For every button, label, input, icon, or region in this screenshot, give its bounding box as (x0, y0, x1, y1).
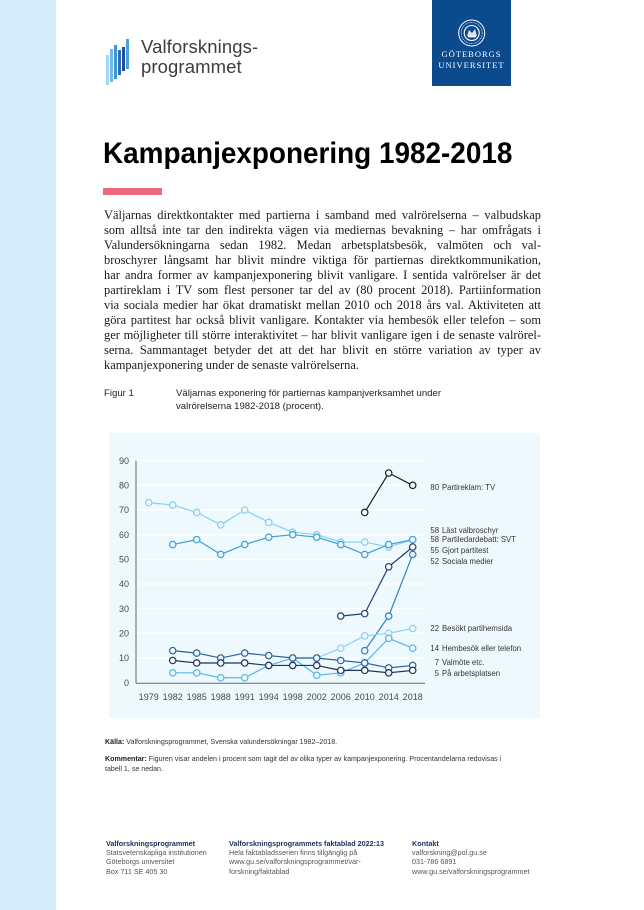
data-point-marker (314, 655, 320, 661)
logo-line-2: programmet (141, 56, 242, 77)
data-point-marker (290, 662, 296, 668)
body-line: serna. Sammantaget betyder det att det har blivit en större variation av typer av (104, 343, 541, 357)
figure-caption-line-1: Väljarnas exponering för partiernas kampanjverksamhet under (176, 388, 442, 399)
contact-website-link[interactable]: www.gu.se/valforskningsprogrammet (412, 866, 530, 876)
body-line: Väljarnas direktkontakter med partierna i samband med valrörelserna – valbudskap (104, 208, 541, 222)
series-label-valmöte-etc: Valmöte etc. (442, 657, 485, 668)
footer-link[interactable]: www.gu.se/valforskningsprogrammet/var- (229, 857, 361, 867)
y-tick-label: 0 (123, 677, 129, 688)
x-tick-label: 2014 (378, 692, 399, 702)
data-point-marker (194, 660, 200, 666)
series-label-hembesök-eller-telefon: Hembesök eller telefon (442, 643, 522, 654)
footer-column-contact (412, 839, 529, 876)
series-end-value: 7 (434, 657, 439, 668)
body-line: partireklam i TV som flest personer tar del av (80 procent 2018). Partiinformation (104, 283, 541, 297)
body-line: som alltså inte tar den indirekta vägen via mediernas bevakning – har omfrågats i (104, 223, 541, 237)
data-point-marker (386, 541, 392, 547)
data-point-marker (410, 536, 416, 542)
body-line: Valundersökningarna sedan 1982. Medan arbetsplatsbesök, valmöten och val- (104, 238, 541, 252)
body-line: via sociala medier har ökat dramatiskt mellan 2010 och 2018 års val. Aktiviteten att (104, 298, 541, 312)
y-tick-label: 70 (118, 505, 129, 516)
series-label-sociala-medier: Sociala medier (442, 556, 494, 567)
series-end-value: 58 (430, 525, 439, 536)
data-point-marker (314, 672, 320, 678)
comment-text-line-1: Figuren visar andelen i procent som tagit del av olika typer av kampanjexponering. Procentandelarna redovisas i (146, 755, 502, 763)
university-name-line-2: UNIVERSITET (438, 60, 505, 70)
y-tick-label: 80 (118, 480, 129, 491)
y-tick-label: 20 (118, 628, 129, 639)
source-text: Valforskningsprogrammet, Svenska valundersökningar 1982–2018. (124, 738, 338, 746)
x-tick-label: 2010 (354, 692, 375, 702)
line-chart-panel (109, 433, 540, 718)
data-point-marker (290, 655, 296, 661)
footer-heading: Kontakt (412, 839, 439, 848)
valforskningsprogrammet-logo (104, 36, 274, 88)
data-point-marker (146, 499, 152, 505)
body-line: ger möjligheter till större interaktivitet – har blivit vanligare igen i de senaste valrörel- (104, 328, 541, 342)
x-tick-label: 2018 (402, 692, 423, 702)
data-point-marker (194, 509, 200, 515)
source-note (105, 737, 545, 747)
data-point-marker (314, 662, 320, 668)
data-point-marker (338, 645, 344, 651)
figure-caption-line-2: valrörelserna 1982-2018 (procent). (176, 401, 324, 412)
data-point-marker (386, 470, 392, 476)
series-end-value: 52 (430, 556, 439, 567)
data-point-marker (362, 667, 368, 673)
footer-heading: Valforskningsprogrammets faktablad 2022:13 (229, 839, 384, 848)
data-point-marker (362, 509, 368, 515)
series-end-value: 58 (430, 534, 439, 545)
data-point-marker (410, 482, 416, 488)
university-name-line-1: GÖTEBORGS (441, 49, 502, 59)
data-point-marker (218, 675, 224, 681)
data-point-marker (242, 541, 248, 547)
series-label-partireklam-tv: Partireklam: TV (442, 482, 496, 493)
y-tick-label: 90 (118, 455, 129, 466)
footer-line: Göteborgs universitet (106, 857, 175, 867)
comment-label: Kommentar: (105, 755, 147, 763)
data-point-marker (386, 670, 392, 676)
data-point-marker (410, 645, 416, 651)
page-title: Kampanjexponering 1982-2018 (103, 137, 513, 170)
logo-line-1: Valforsknings- (141, 36, 259, 57)
y-tick-label: 40 (118, 579, 129, 590)
source-label: Källa: (105, 738, 125, 746)
data-point-marker (218, 522, 224, 528)
goteborgs-universitet-logo (432, 0, 511, 86)
series-end-value: 80 (430, 482, 439, 493)
body-paragraph (104, 208, 541, 373)
data-point-marker (386, 635, 392, 641)
y-tick-label: 10 (118, 653, 129, 664)
data-point-marker (242, 650, 248, 656)
data-point-marker (338, 541, 344, 547)
data-point-marker (170, 502, 176, 508)
data-point-marker (170, 657, 176, 663)
data-point-marker (410, 625, 416, 631)
x-tick-label: 1988 (210, 692, 231, 702)
x-tick-label: 1982 (162, 692, 183, 702)
series-line-partireklam-tv (365, 473, 413, 512)
data-point-marker (266, 652, 272, 658)
data-point-marker (386, 564, 392, 570)
data-point-marker (362, 660, 368, 666)
data-point-marker (410, 551, 416, 557)
y-tick-label: 50 (118, 554, 129, 565)
footer-column-factsheet (229, 839, 384, 876)
x-tick-label: 2006 (330, 692, 351, 702)
body-line: kampanjexponering under de senaste valrörelserna. (104, 358, 360, 372)
footer-line: Statsvetenskapliga institutionen (106, 848, 207, 858)
data-point-marker (242, 507, 248, 513)
title-accent-bar (103, 188, 162, 195)
footer-column-program (106, 839, 207, 876)
line-chart (109, 433, 540, 718)
data-point-marker (338, 657, 344, 663)
data-point-marker (362, 633, 368, 639)
x-tick-label: 1985 (186, 692, 207, 702)
data-point-marker (362, 551, 368, 557)
data-point-marker (362, 647, 368, 653)
figure-caption (176, 387, 441, 413)
data-point-marker (170, 541, 176, 547)
footer-heading: Valforskningsprogrammet (106, 839, 196, 848)
series-label-läst-valbroschyr: Läst valbroschyr (442, 525, 499, 536)
data-point-marker (410, 544, 416, 550)
logo-wordmark (141, 37, 258, 77)
footer-link[interactable]: forskning/faktablad (229, 866, 290, 876)
data-point-marker (266, 519, 272, 525)
data-point-marker (242, 675, 248, 681)
data-point-marker (194, 670, 200, 676)
series-label-på-arbetsplatsen: På arbetsplatsen (442, 668, 501, 679)
data-point-marker (362, 610, 368, 616)
data-point-marker (362, 539, 368, 545)
contact-email-link[interactable]: valforskning@pol.gu.se (412, 848, 487, 858)
data-point-marker (170, 647, 176, 653)
y-tick-label: 60 (118, 529, 129, 540)
data-point-marker (338, 613, 344, 619)
data-point-marker (218, 660, 224, 666)
contact-phone: 031-786 6891 (412, 857, 457, 867)
data-point-marker (338, 667, 344, 673)
y-tick-label: 30 (118, 603, 129, 614)
series-end-value: 14 (430, 643, 439, 654)
footer-line: Box 711 SE 405 30 (106, 866, 168, 876)
comment-text-line-2: tabell 1, se nedan. (105, 765, 163, 773)
data-point-marker (266, 534, 272, 540)
x-tick-label: 1998 (282, 692, 303, 702)
series-end-value: 22 (430, 623, 439, 634)
data-point-marker (410, 667, 416, 673)
data-point-marker (242, 660, 248, 666)
series-end-value: 5 (434, 668, 439, 679)
body-line: göra partitest har också blivit vanligare. Kontakter via hembesök eller telefon – som (104, 313, 541, 327)
data-point-marker (266, 662, 272, 668)
x-tick-label: 1994 (258, 692, 279, 702)
x-tick-label: 2002 (306, 692, 327, 702)
series-end-value: 55 (430, 545, 439, 556)
series-label-gjort-partitest: Gjort partitest (442, 545, 489, 556)
bar-chart-logo-icon (104, 36, 134, 88)
footer-line: Hela faktabladsserien finns tillgänglig på (229, 848, 358, 858)
figure-label: Figur 1 (104, 388, 134, 399)
data-point-marker (314, 534, 320, 540)
comment-note (105, 754, 545, 774)
data-point-marker (290, 531, 296, 537)
left-color-strip (0, 0, 56, 910)
body-line: har andra former av kampanjexponering blivit vanligare. I sentida valrörelser är det (104, 268, 541, 282)
body-line: broschyrer långsamt har blivit mindre viktiga för partiernas direktkommunikation, (104, 253, 541, 267)
data-point-marker (386, 613, 392, 619)
data-point-marker (218, 551, 224, 557)
series-label-besökt-partihemsida: Besökt partihemsida (442, 623, 513, 634)
series-label-partiledardebatt-svt: Partiledardebatt: SVT (442, 534, 516, 545)
university-seal-icon (432, 0, 511, 86)
data-point-marker (194, 650, 200, 656)
x-tick-label: 1979 (138, 692, 159, 702)
x-tick-label: 1991 (234, 692, 255, 702)
series-line-läst-valbroschyr (149, 503, 413, 547)
data-point-marker (194, 536, 200, 542)
data-point-marker (170, 670, 176, 676)
